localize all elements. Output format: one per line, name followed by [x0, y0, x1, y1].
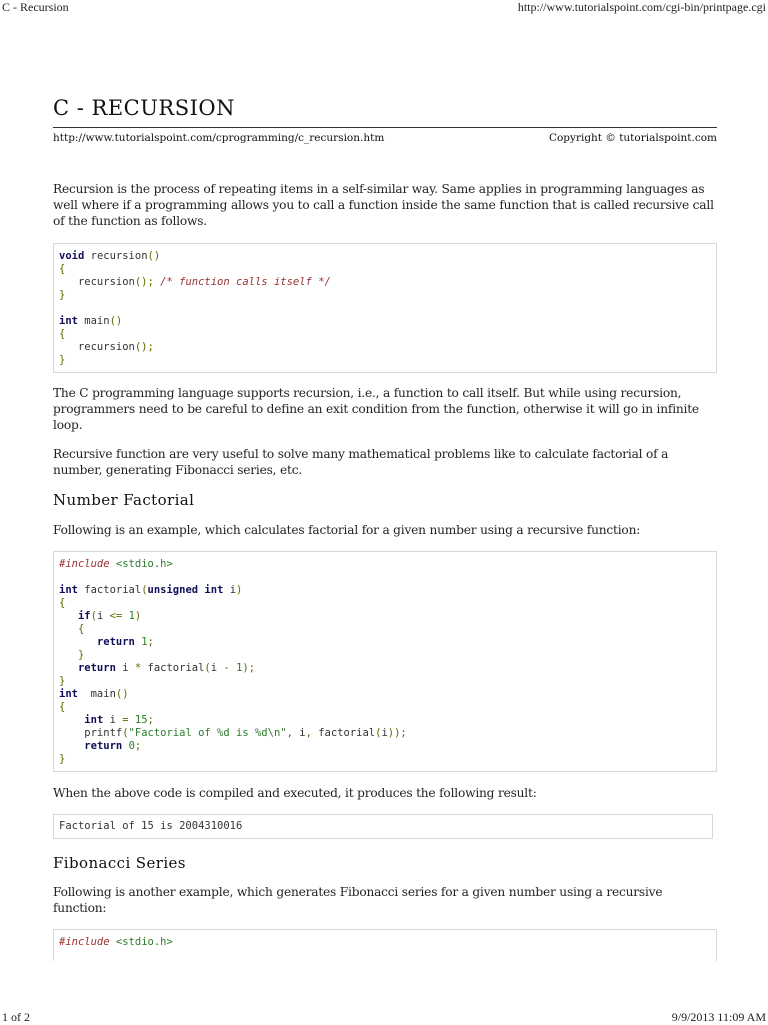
paragraph-supports-recursion: The C programming language supports recursion, i.e., a function to call itself. But while using recursion, programmers need to be careful to define an exit condition from the function, otherwise it will go in infinite loop. — [53, 386, 699, 432]
code-line — [59, 263, 716, 276]
code-token: 1 — [141, 636, 148, 648]
paragraph-useful: Recursive function are very useful to solve many mathematical problems like to calculate factorial of a number, generating Fibonacci series, etc. — [53, 447, 669, 477]
output-block-factorial: Factorial of 15 is 2004310016 — [53, 814, 713, 839]
code-token: ); — [242, 662, 256, 674]
code-token: i — [292, 727, 306, 739]
code-token: ) — [236, 584, 243, 596]
code-line — [59, 571, 716, 584]
code-token: i — [103, 714, 123, 726]
code-token: 15 — [134, 714, 148, 726]
code-token: 1 — [236, 662, 243, 674]
code-line — [59, 584, 716, 597]
section-fibonacci-intro: Following is another example, which generates Fibonacci series for a given number using a recursive function: — [53, 885, 663, 915]
code-token: factorial — [141, 662, 205, 674]
code-token: return — [96, 636, 135, 648]
code-token — [59, 636, 97, 648]
code-token: return — [84, 740, 123, 752]
code-token: } — [59, 354, 66, 366]
code-token: { — [59, 263, 66, 275]
code-token: ( — [122, 727, 129, 739]
code-token: () — [109, 315, 123, 327]
code-line — [59, 610, 716, 623]
code-token: unsigned — [147, 584, 199, 596]
code-line — [59, 276, 716, 289]
code-line — [59, 623, 716, 636]
page-title: C - RECURSION — [53, 96, 236, 120]
code-token: - — [223, 662, 230, 674]
print-page-url: http://www.tutorialspoint.com/cgi-bin/printpage.cgi — [517, 0, 766, 14]
code-token — [59, 610, 78, 622]
section-factorial-intro: Following is an example, which calculates factorial for a given number using a recursive function: — [53, 523, 641, 537]
code-line — [59, 315, 716, 328]
code-token: ; — [147, 636, 154, 648]
code-token — [59, 623, 78, 635]
code-token: 0 — [128, 740, 135, 752]
code-line — [59, 597, 716, 610]
code-line — [59, 250, 716, 263]
code-token — [59, 662, 78, 674]
intro-paragraph: Recursion is the process of repeating items in a self-similar way. Same applies in programming languages as well where if a programming allows you to call a function inside the same function that is called recursive call of the function as follows. — [53, 182, 714, 228]
code-line — [59, 688, 716, 701]
code-token: } — [59, 675, 66, 687]
code-token: ( — [141, 584, 148, 596]
code-token: #include — [59, 936, 110, 948]
code-token: recursion — [84, 250, 148, 262]
copyright-text: Copyright © tutorialspoint.com — [548, 132, 717, 144]
print-datetime: 9/9/2013 11:09 AM — [671, 1010, 766, 1024]
code-line — [59, 636, 716, 649]
code-line — [59, 740, 716, 753]
code-line — [59, 662, 716, 675]
code-token: } — [59, 753, 66, 765]
code-line — [59, 675, 716, 688]
code-token: int — [59, 584, 78, 596]
page-number: 1 of 2 — [2, 1010, 30, 1024]
code-token: <stdio.h> — [115, 936, 173, 948]
code-token: ( — [204, 662, 211, 674]
code-token: printf — [59, 727, 123, 739]
code-block-fibonacci — [53, 929, 717, 961]
code-token: ; — [134, 740, 142, 752]
code-token: * — [134, 662, 142, 674]
code-token: , — [305, 727, 312, 739]
code-token: #include — [59, 558, 110, 570]
source-url[interactable]: http://www.tutorialspoint.com/cprogramming/c_recursion.htm — [53, 132, 385, 144]
code-token: i — [115, 662, 135, 674]
code-line — [59, 328, 716, 341]
code-token: if — [77, 610, 91, 622]
code-token: int — [59, 315, 78, 327]
code-token: factorial — [77, 584, 142, 596]
code-token: { — [59, 328, 66, 340]
code-block-recursion — [53, 243, 717, 373]
section-heading-fibonacci-series: Fibonacci Series — [53, 854, 186, 872]
code-token: int — [84, 714, 104, 726]
code-token: () — [147, 250, 161, 262]
code-token: i — [210, 662, 224, 674]
code-token: { — [77, 623, 85, 635]
code-token: main — [77, 315, 110, 327]
code-token: "Factorial of %d is %d\n" — [128, 727, 287, 739]
code-token — [59, 740, 84, 752]
code-token: recursion — [59, 276, 135, 288]
code-token: () — [115, 688, 129, 700]
code-token — [59, 714, 84, 726]
code-token: i — [223, 584, 237, 596]
code-token: ( — [90, 610, 97, 622]
code-line — [59, 289, 716, 302]
code-token: return — [77, 662, 116, 674]
code-token: ) — [134, 610, 142, 622]
result-intro-text: When the above code is compiled and executed, it produces the following result: — [53, 786, 537, 800]
code-token: (); — [134, 276, 154, 288]
code-token: factorial — [311, 727, 376, 739]
code-line — [59, 753, 716, 766]
code-token: (); — [134, 341, 154, 353]
print-header — [0, 0, 768, 16]
code-token: 1 — [128, 610, 135, 622]
code-token: i — [96, 610, 110, 622]
section-heading-number-factorial: Number Factorial — [53, 491, 195, 509]
code-token: { — [59, 597, 66, 609]
print-footer — [0, 1008, 768, 1024]
code-token: ( — [375, 727, 382, 739]
code-token: <= — [109, 610, 123, 622]
code-line — [59, 936, 716, 949]
print-page-title: C - Recursion — [2, 0, 69, 14]
code-token: { — [59, 701, 66, 713]
article — [53, 96, 717, 961]
code-token: main — [77, 688, 116, 700]
code-token: /* function calls itself */ — [160, 276, 331, 288]
code-token: i — [381, 727, 388, 739]
code-line — [59, 354, 716, 367]
code-token: int — [204, 584, 224, 596]
code-line — [59, 558, 716, 571]
source-line — [53, 127, 717, 146]
code-token: recursion — [59, 341, 135, 353]
code-token: } — [77, 649, 85, 661]
code-line — [59, 714, 716, 727]
code-token: void — [59, 250, 85, 262]
code-token: = — [122, 714, 129, 726]
code-line — [59, 302, 716, 315]
code-token: } — [59, 289, 66, 301]
code-token — [59, 649, 78, 661]
code-line — [59, 341, 716, 354]
code-line — [59, 649, 716, 662]
code-block-factorial — [53, 551, 717, 772]
code-token: ; — [147, 714, 154, 726]
code-token: , — [286, 727, 293, 739]
code-line — [59, 701, 716, 714]
code-token: )); — [387, 727, 407, 739]
code-line — [59, 727, 716, 740]
code-token: int — [59, 688, 78, 700]
code-token: <stdio.h> — [115, 558, 173, 570]
